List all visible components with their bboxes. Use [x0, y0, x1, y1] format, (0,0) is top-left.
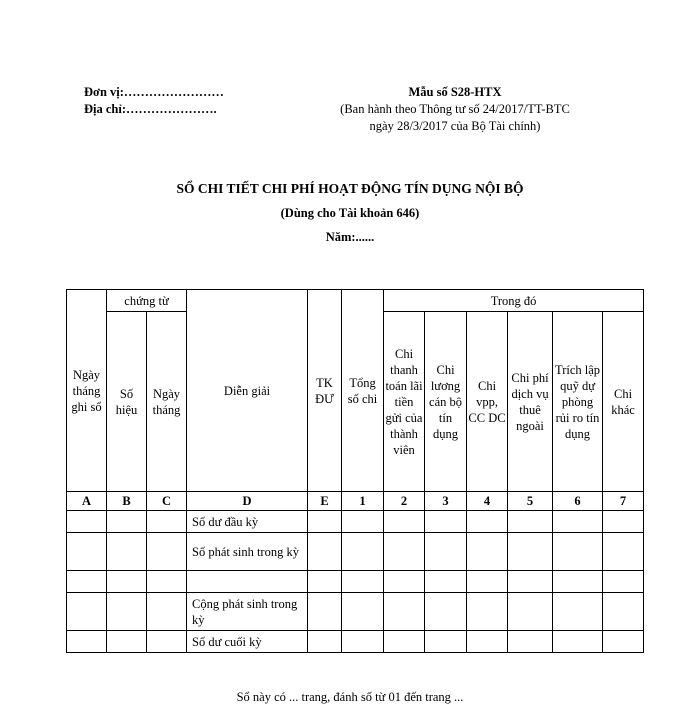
address-field: Địa chỉ:…………………. [84, 102, 217, 116]
column-letter: C [147, 492, 187, 511]
header-office-supplies: Chi vpp, CC DC [467, 312, 508, 492]
row-label: Số dư đầu kỳ [187, 511, 308, 533]
row-label [187, 571, 308, 593]
column-letter: 4 [467, 492, 508, 511]
header-total-expense: Tổng số chi [342, 290, 384, 492]
header-description: Diễn giải [187, 290, 308, 492]
header-contra-account: TK ĐƯ [308, 290, 342, 492]
header-voucher-number: Số hiệu [107, 312, 147, 492]
ledger-table [66, 289, 644, 653]
form-code: Mẫu số S28-HTX [408, 85, 502, 99]
header-breakdown-group: Trong đó [384, 290, 644, 312]
column-letter: 1 [342, 492, 384, 511]
table-row [67, 511, 644, 533]
footer-note: Sổ này có ... trang, đánh số từ 01 đến trang ... [236, 690, 464, 704]
issued-by-line2: ngày 28/3/2017 của Bộ Tài chính) [369, 119, 541, 133]
header-outsourced-services: Chi phí dịch vụ thuê ngoài [508, 312, 553, 492]
header-credit-staff-salary: Chi lương cán bộ tín dụng [425, 312, 467, 492]
column-letter: 5 [508, 492, 553, 511]
column-letter: 2 [384, 492, 425, 511]
table-row [67, 631, 644, 653]
header-voucher-date: Ngày tháng [147, 312, 187, 492]
row-label: Số dư cuối kỳ [187, 631, 308, 653]
table-row [67, 533, 644, 571]
column-letter: B [107, 492, 147, 511]
column-letter-row [67, 492, 644, 511]
column-letter: D [187, 492, 308, 511]
column-letter: 6 [553, 492, 603, 511]
table-row [67, 571, 644, 593]
column-letter: E [308, 492, 342, 511]
column-letter: 7 [603, 492, 644, 511]
column-letter: A [67, 492, 107, 511]
header-voucher-group: chứng từ [107, 290, 187, 312]
issued-by-line1: (Ban hành theo Thông tư số 24/2017/TT-BTC [340, 102, 570, 116]
document-subtitle: (Dùng cho Tài khoản 646) [280, 206, 420, 220]
unit-info [84, 84, 224, 118]
unit-field: Đơn vị:…………………… [84, 85, 224, 99]
year-field: Năm:...... [325, 230, 375, 244]
row-label: Số phát sinh trong kỳ [187, 533, 308, 571]
header-date-recorded: Ngày tháng ghi sổ [67, 290, 107, 492]
header-other-expenses: Chi khác [603, 312, 644, 492]
header-deposit-interest: Chi thanh toán lãi tiền gửi của thành viên [384, 312, 425, 492]
row-label: Cộng phát sinh trong kỳ [187, 593, 308, 631]
form-code-block [330, 84, 580, 135]
table-row [67, 593, 644, 631]
header-credit-risk-provision: Trích lập quỹ dự phòng rủi ro tín dụng [553, 312, 603, 492]
document-title: SỔ CHI TIẾT CHI PHÍ HOẠT ĐỘNG TÍN DỤNG NỘI BỘ [176, 181, 524, 196]
column-letter: 3 [425, 492, 467, 511]
